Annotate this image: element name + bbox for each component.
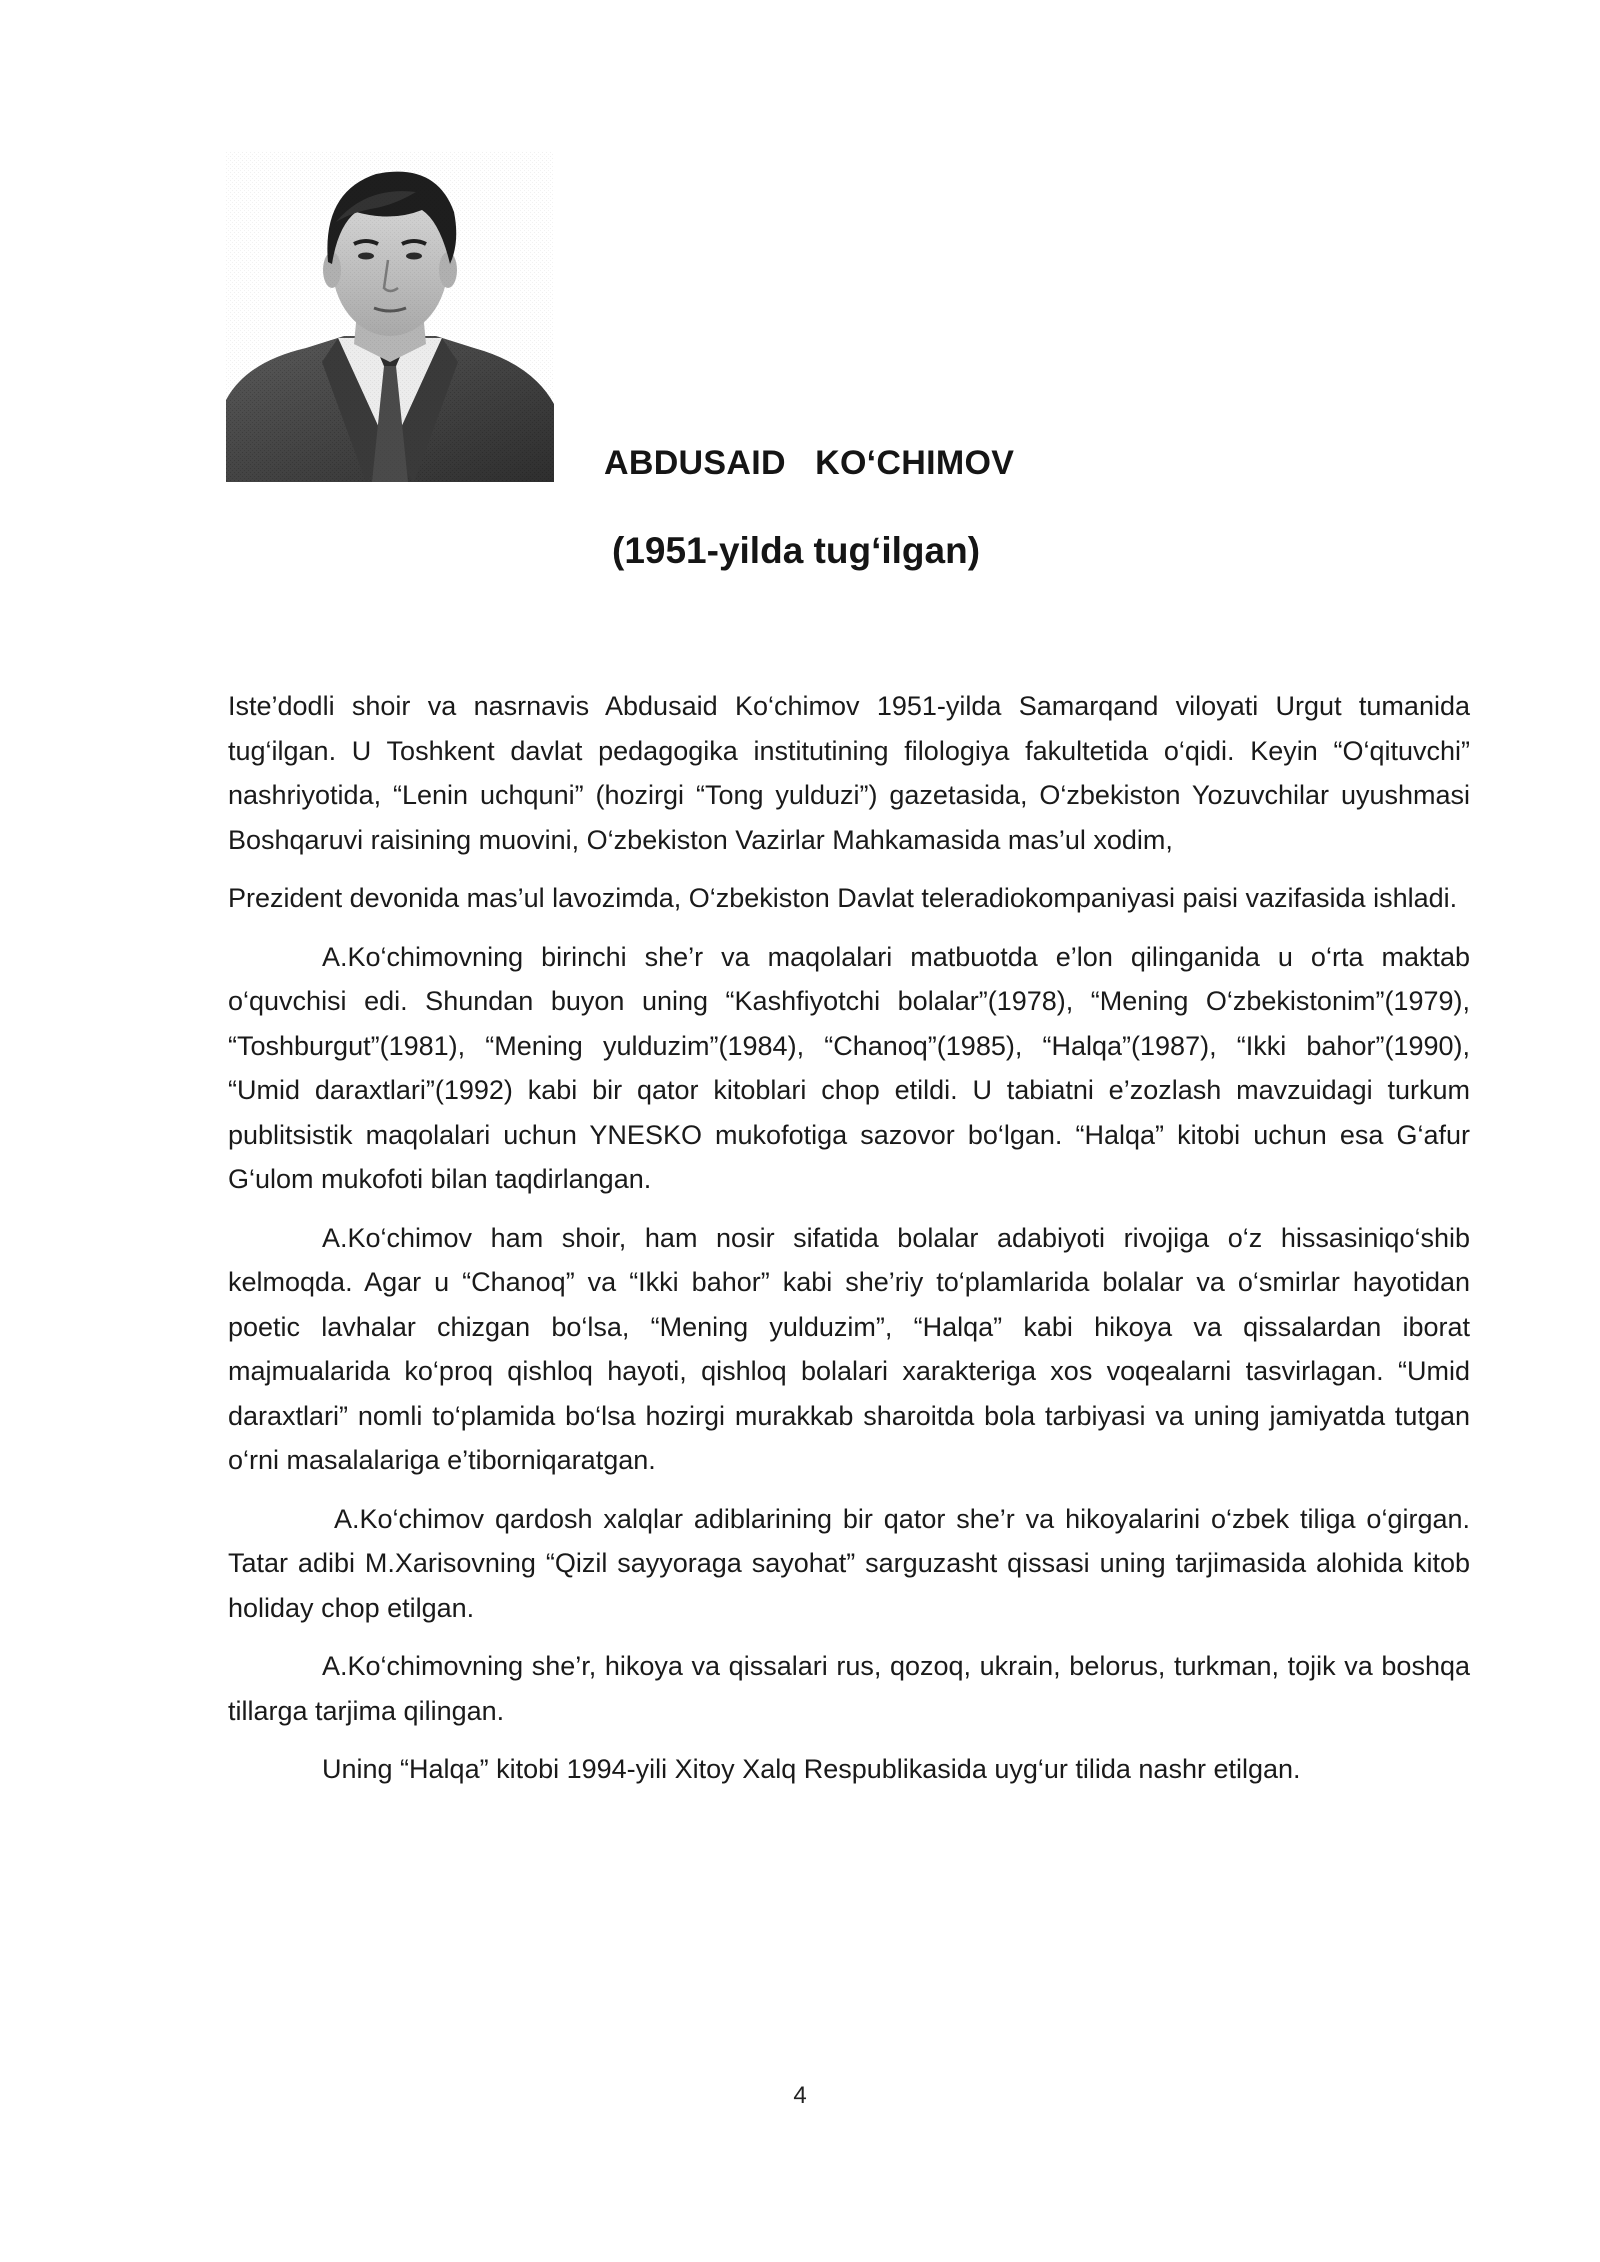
author-portrait [226, 152, 554, 482]
paragraph-6: A.Ko‘chimovning she’r, hikoya va qissalari rus, qozoq, ukrain, belorus, turkman, tojik va boshqa tillarga tarjima qilingan. [228, 1651, 1470, 1726]
paragraph-7: Uning “Halqa” kitobi 1994-yili Xitoy Xalq Respublikasida uyg‘ur tilida nashr etilgan. [322, 1754, 1301, 1784]
biography-text [228, 684, 1470, 1806]
paragraph-5: A.Ko‘chimov qardosh xalqlar adiblarining bir qator she’r va hikoyalarini o‘zbek tiliga o‘girgan. Tatar adibi M.Xarisovning “Qizil sayyoraga sayohat” sarguzasht qissasi uning tarjimasida alohida kitob holiday chop etilgan. [228, 1503, 1470, 1623]
page-number: 4 [793, 2082, 807, 2109]
paragraph-2: Prezident devonida mas’ul lavozimda, O‘zbekiston Davlat teleradiokompaniyasi paisi vazifasida ishladi. [228, 883, 1458, 913]
author-years: (1951-yilda tug‘ilgan) [612, 530, 981, 571]
author-name: ABDUSAID KO‘CHIMOV [604, 444, 1015, 482]
paragraph-1: Iste’dodli shoir va nasrnavis Abdusaid Ko‘chimov 1951-yilda Samarqand viloyati Urgut tumanida tug‘ilgan. U Toshkent davlat pedagogika institutining filologiya fakultetida o‘qidi. Keyin “O‘qituvchi” nashriyotida, “Lenin uchquni” (hozirgi “Tong yulduzi”) gazetasida, O‘zbekiston Yozuvchilar uyushmasi Boshqaruvi raisining muovini, O‘zbekiston Vazirlar Mahkamasida mas’ul xodim, [228, 691, 1470, 855]
paragraph-3: A.Ko‘chimovning birinchi she’r va maqolalari matbuotda e’lon qilinganida u o‘rta maktab o‘quvchisi edi. Shundan buyon uning “Kashfiyotchi bolalar”(1978), “Mening O‘zbekistonim”(1979), “Toshburgut”(1981), “Mening yulduzim”(1984), “Chanoq”(1985), “Halqa”(1987), “Ikki bahor”(1990), “Umid daraxtlari”(1992) kabi bir qator kitoblari chop etildi. U tabiatni e’zozlash mavzuidagi turkum publitsistik maqolalari uchun YNESKO mukofotiga sazovor bo‘lgan. “Halqa” kitobi uchun esa G‘afur G‘ulom mukofoti bilan taqdirlangan. [228, 941, 1470, 1194]
portrait-photo-icon [226, 152, 554, 482]
paragraph-4: A.Ko‘chimov ham shoir, ham nosir sifatida bolalar adabiyoti rivojiga o‘z hissasiniqo‘shib kelmoqda. Agar u “Chanoq” va “Ikki bahor” kabi she’riy to‘plamlarida bolalar va o‘smirlar hayotidan poetic lavhalar chizgan bo‘lsa, “Mening yulduzim”, “Halqa” kabi hikoya va qissalardan iborat majmualarida ko‘proq qishloq hayoti, qishloq bolalari xarakteriga xos voqealarni tasvirlagan. “Umid daraxtlari” nomli to‘plamida bo‘lsa hozirgi murakkab sharoitda bola tarbiyasi va uning jamiyatda tutgan o‘rni masalalariga e’tiborniqaratgan. [228, 1222, 1470, 1475]
